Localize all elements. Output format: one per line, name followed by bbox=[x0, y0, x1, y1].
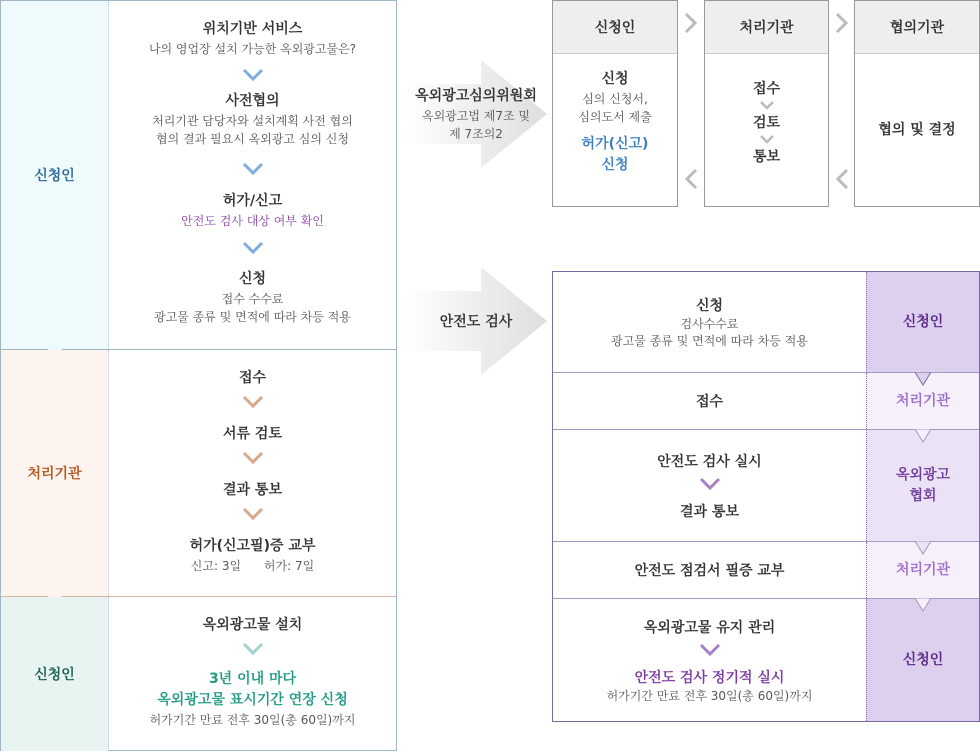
applicant-box-title: 신청 bbox=[601, 71, 629, 87]
agency-box-header: 처리기관 bbox=[705, 1, 828, 54]
location-service-text: 나의 영업장 설치 가능한 옥외광고물은? bbox=[148, 42, 357, 56]
role-notch bbox=[915, 429, 931, 443]
agency-label: 처리기관 bbox=[1, 350, 109, 596]
flow-row-application bbox=[553, 272, 979, 373]
chevron-down-icon bbox=[759, 134, 775, 145]
committee-title: 옥외광고심의위원회 bbox=[415, 88, 537, 104]
flow-role-association-line2: 협회 bbox=[909, 487, 937, 504]
chevron-down-icon bbox=[242, 507, 264, 521]
consultation-decision: 협의 및 결정 bbox=[878, 122, 956, 138]
permit-report-title: 허가/신고 bbox=[222, 193, 283, 209]
chevron-down-icon bbox=[242, 241, 264, 255]
chevron-down-icon bbox=[699, 643, 721, 657]
role-notch bbox=[915, 541, 931, 555]
applicant-label: 신청인 bbox=[1, 1, 109, 349]
chevron-down-icon bbox=[759, 100, 775, 111]
chevron-right-icon bbox=[684, 12, 698, 34]
agency-section bbox=[1, 350, 396, 597]
chevron-down-icon bbox=[242, 68, 264, 82]
flow-role-agency: 처리기관 bbox=[866, 373, 979, 429]
flow-maintenance-title: 옥외광고물 유지 관리 bbox=[643, 619, 776, 636]
receipt-title: 접수 bbox=[238, 370, 267, 386]
pre-consultation-line1: 처리기관 담당자와 설치계획 사전 협의 bbox=[152, 114, 353, 128]
role-notch bbox=[915, 598, 931, 612]
chevron-down-icon bbox=[242, 642, 264, 656]
location-service-title: 위치기반 서비스 bbox=[202, 21, 303, 37]
application-line2: 광고물 종류 및 면적에 따라 차등 적용 bbox=[154, 310, 351, 324]
agency-notice: 통보 bbox=[752, 149, 781, 165]
applicant-box-line2: 심의도서 제출 bbox=[578, 110, 652, 124]
flow-maintenance-period: 허가기간 만료 전후 30일(총 60일)까지 bbox=[606, 688, 813, 703]
applicant-box-blue2: 신청 bbox=[601, 157, 629, 173]
agency-box bbox=[704, 0, 829, 207]
flow-role-applicant: 신청인 bbox=[866, 272, 979, 372]
pre-consultation-line2: 협의 결과 필요시 옥외광고 심의 신청 bbox=[156, 132, 349, 146]
result-notice-title: 결과 통보 bbox=[223, 482, 282, 498]
flow-inspection-title: 안전도 검사 실시 bbox=[657, 453, 762, 470]
flow-result-title: 결과 통보 bbox=[680, 503, 739, 520]
flow-application-title: 신청 bbox=[695, 298, 724, 314]
flow-application-note: 광고물 종류 및 면적에 따라 차등 적용 bbox=[611, 334, 808, 348]
chevron-down-icon bbox=[242, 451, 264, 465]
applicant-install-section bbox=[1, 597, 396, 751]
flow-receipt-title: 접수 bbox=[695, 394, 724, 410]
application-line1: 접수 수수료 bbox=[221, 292, 284, 306]
ad-install-title: 옥외광고물 설치 bbox=[202, 617, 303, 633]
agency-receipt: 접수 bbox=[752, 81, 781, 97]
flow-application-fee: 검사수수료 bbox=[680, 317, 739, 331]
applicant-process-panel bbox=[0, 0, 397, 751]
safety-check-title: 안전도 검사 bbox=[439, 314, 513, 330]
flow-periodic-check: 안전도 검사 정기적 실시 bbox=[634, 669, 785, 686]
consultation-box bbox=[854, 0, 980, 207]
flow-row-maintenance bbox=[553, 599, 979, 721]
chevron-left-icon bbox=[835, 168, 849, 190]
role-notch bbox=[915, 372, 931, 386]
chevron-down-icon bbox=[242, 162, 264, 176]
safety-check-flow bbox=[552, 271, 980, 722]
permit-report-text: 안전도 검사 대상 여부 확인 bbox=[181, 214, 324, 228]
agency-review: 검토 bbox=[752, 115, 781, 131]
applicant-label: 신청인 bbox=[1, 597, 109, 751]
permit-issue-days: 신고: 3일 허가: 7일 bbox=[190, 559, 315, 573]
document-review-title: 서류 검토 bbox=[223, 426, 282, 442]
applicant-section bbox=[1, 1, 396, 350]
applicant-box-header: 신청인 bbox=[553, 1, 677, 54]
chevron-left-icon bbox=[684, 168, 698, 190]
flow-certificate-title: 안전도 점검서 필증 교부 bbox=[634, 563, 785, 579]
pre-consultation-title: 사전협의 bbox=[225, 93, 280, 109]
committee-law-line1: 옥외광고법 제7조 및 bbox=[421, 109, 530, 123]
chevron-down-icon bbox=[242, 395, 264, 409]
permit-issue-title: 허가(신고필)증 교부 bbox=[189, 538, 316, 554]
committee-law-line2: 제 7조의2 bbox=[449, 127, 503, 141]
flow-row-inspection bbox=[553, 430, 979, 542]
flow-role-applicant: 신청인 bbox=[866, 599, 979, 721]
applicant-box bbox=[552, 0, 678, 207]
flow-role-agency: 처리기관 bbox=[866, 542, 979, 598]
flow-role-association-line1: 옥외광고 bbox=[895, 466, 951, 483]
applicant-box-line1: 심의 신청서, bbox=[582, 92, 648, 106]
extension-period: 허가기간 만료 전후 30일(총 60일)까지 bbox=[149, 713, 356, 727]
extension-line2: 옥외광고물 표시기간 연장 신청 bbox=[157, 692, 348, 708]
application-title: 신청 bbox=[238, 271, 267, 287]
extension-line1: 3년 이내 마다 bbox=[208, 671, 297, 687]
chevron-right-icon bbox=[835, 12, 849, 34]
applicant-box-blue1: 허가(신고) bbox=[581, 136, 649, 152]
consultation-box-header: 협의기관 bbox=[855, 1, 979, 54]
chevron-down-icon bbox=[699, 477, 721, 491]
